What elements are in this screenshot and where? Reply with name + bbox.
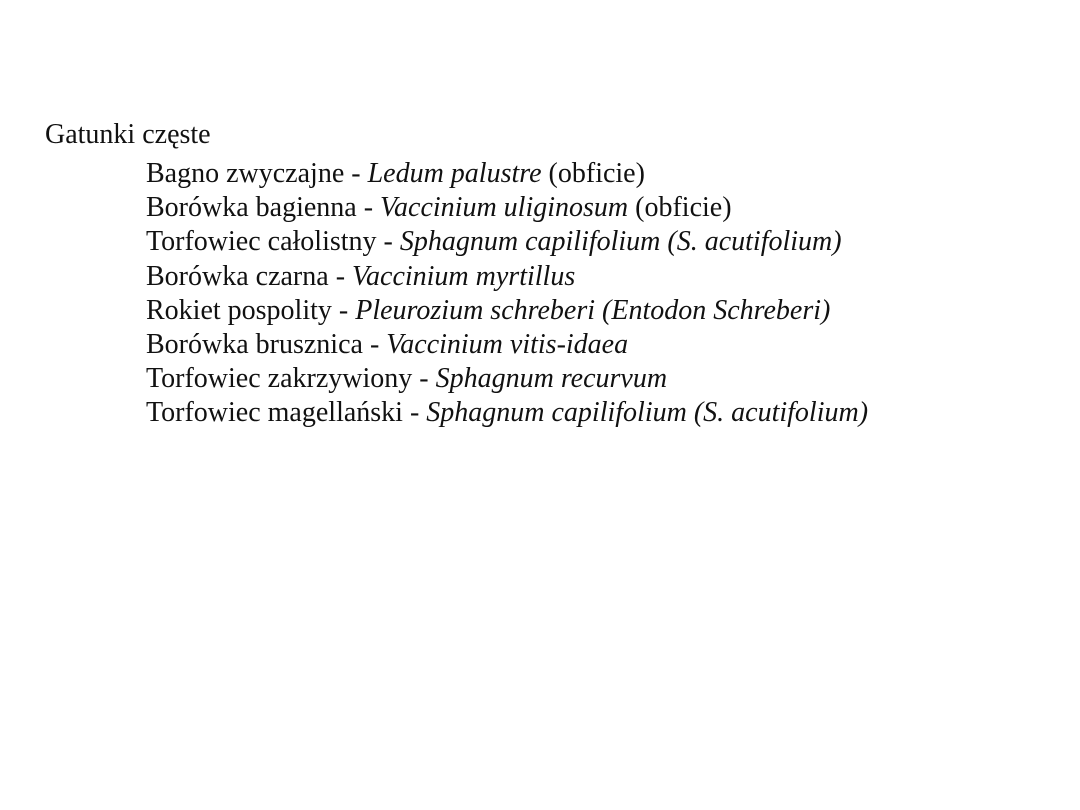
list-item	[146, 294, 868, 328]
abundance-note: (obficie)	[628, 192, 732, 224]
latin-name: Vaccinium myrtillus	[352, 260, 576, 292]
list-item	[146, 328, 868, 362]
list-item	[146, 157, 868, 191]
list-item	[146, 225, 868, 259]
latin-name: Pleurozium schreberi (Entodon Schreberi)	[355, 294, 831, 326]
latin-name: Vaccinium vitis-idaea	[386, 329, 629, 361]
latin-name: Sphagnum recurvum	[435, 363, 668, 395]
separator: -	[356, 192, 381, 224]
latin-name: Sphagnum capilifolium (S. acutifolium)	[426, 397, 869, 429]
common-name: Torfowiec magellański	[146, 397, 403, 429]
common-name: Borówka brusznica	[146, 329, 363, 361]
common-name: Borówka bagienna	[146, 192, 357, 224]
common-name: Torfowiec zakrzywiony	[146, 363, 413, 395]
list-item	[146, 362, 868, 396]
abundance-note: (obficie)	[541, 158, 645, 189]
separator: -	[412, 363, 436, 395]
latin-name: Sphagnum capilifolium (S. acutifolium)	[399, 226, 842, 258]
common-name: Borówka czarna	[146, 260, 329, 292]
common-name: Bagno zwyczajne	[146, 158, 345, 189]
separator: -	[331, 294, 356, 326]
latin-name: Ledum palustre	[367, 158, 542, 189]
separator: -	[344, 158, 368, 189]
section-heading: Gatunki częste	[45, 119, 211, 150]
list-item	[146, 260, 868, 294]
list-item	[146, 191, 868, 225]
list-item	[146, 396, 868, 430]
separator: -	[328, 260, 353, 292]
separator: -	[402, 397, 427, 429]
species-list	[146, 157, 868, 431]
common-name: Torfowiec całolistny	[146, 226, 377, 258]
common-name: Rokiet pospolity	[146, 294, 332, 326]
separator: -	[376, 226, 400, 258]
latin-name: Vaccinium uliginosum	[380, 192, 629, 224]
separator: -	[362, 329, 387, 361]
